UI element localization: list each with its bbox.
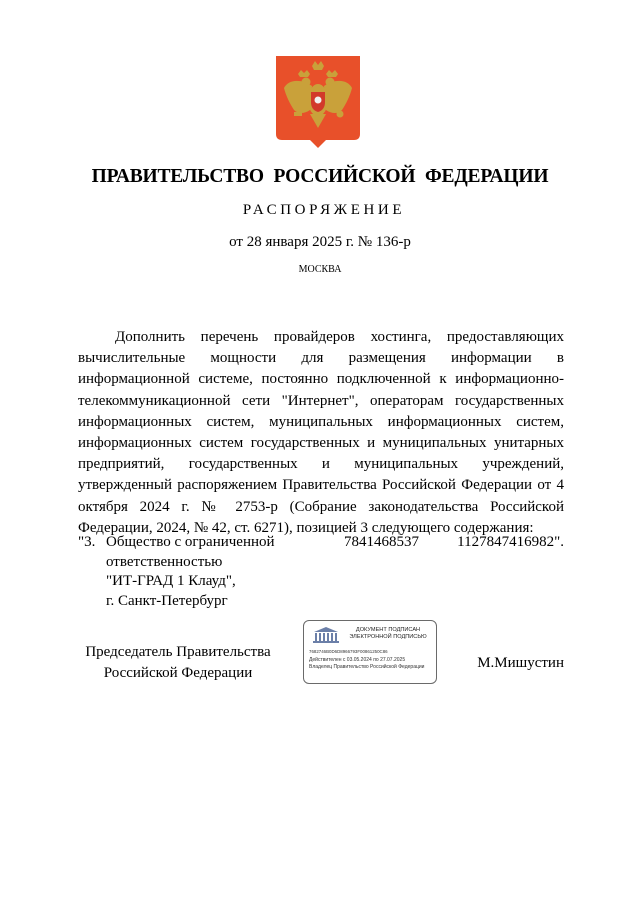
government-building-icon — [312, 626, 340, 644]
organization-name — [106, 533, 326, 611]
signer-position-line: Председатель Правительства — [85, 644, 271, 660]
document-type: РАСПОРЯЖЕНИЕ — [242, 202, 406, 218]
item-number: "3. — [78, 534, 96, 550]
ogrn-number: 1127847416982". — [457, 534, 564, 550]
signer-name: М.Мишустин — [477, 655, 564, 671]
stamp-validity: Действителен с 03.05.2024 по 27.07.2025 — [309, 657, 406, 663]
government-title: ПРАВИТЕЛЬСТВО РОССИЙСКОЙ ФЕДЕРАЦИИ — [91, 166, 549, 187]
coat-of-arms-icon — [276, 56, 360, 148]
stamp-title — [342, 627, 434, 641]
document-date-number: от 28 января 2025 г. № 136-р — [229, 234, 411, 250]
stamp-title-line: ДОКУМЕНТ ПОДПИСАН — [355, 627, 421, 633]
organization-line: "ИТ-ГРАД 1 Клауд", — [106, 573, 236, 589]
signer-position — [78, 642, 278, 684]
stamp-certificate: 7682746B0D6D8966793F00861250C86 — [309, 649, 388, 654]
organization-line: ответственностью — [106, 553, 223, 570]
signer-position-line: Российской Федерации — [103, 665, 253, 681]
organization-line: Общество с ограниченной — [106, 534, 275, 550]
main-paragraph: Дополнить перечень провайдеров хостинга, предоставляющих вычислительные мощности для размещения информации в информационной системе, постоянно подключенной к информационно-телекоммуникационной сети "Интернет", операторам государственных информационных систем, муниципальных информационных систем, информационных систем государственных и муниципальных унитарных предприятий, государственных и муниципальных учреждений, утвержденный распоряжением Правительства Российской Федерации от 4 октября 2024 г. № 2753-р (Собрание законодательства Российской Федерации, 2024, № 42, ст. 6271), позицией 3 следующего содержания: — [78, 329, 564, 536]
electronic-signature-stamp — [303, 620, 437, 684]
stamp-title-line: ЭЛЕКТРОННОЙ ПОДПИСЬЮ — [349, 633, 427, 640]
organization-line: г. Санкт-Петербург — [106, 592, 228, 609]
inn-number: 7841468537 — [344, 534, 419, 550]
stamp-owner: Владелец Правительство Российской Федерации — [309, 664, 425, 670]
document-city: МОСКВА — [298, 264, 342, 275]
